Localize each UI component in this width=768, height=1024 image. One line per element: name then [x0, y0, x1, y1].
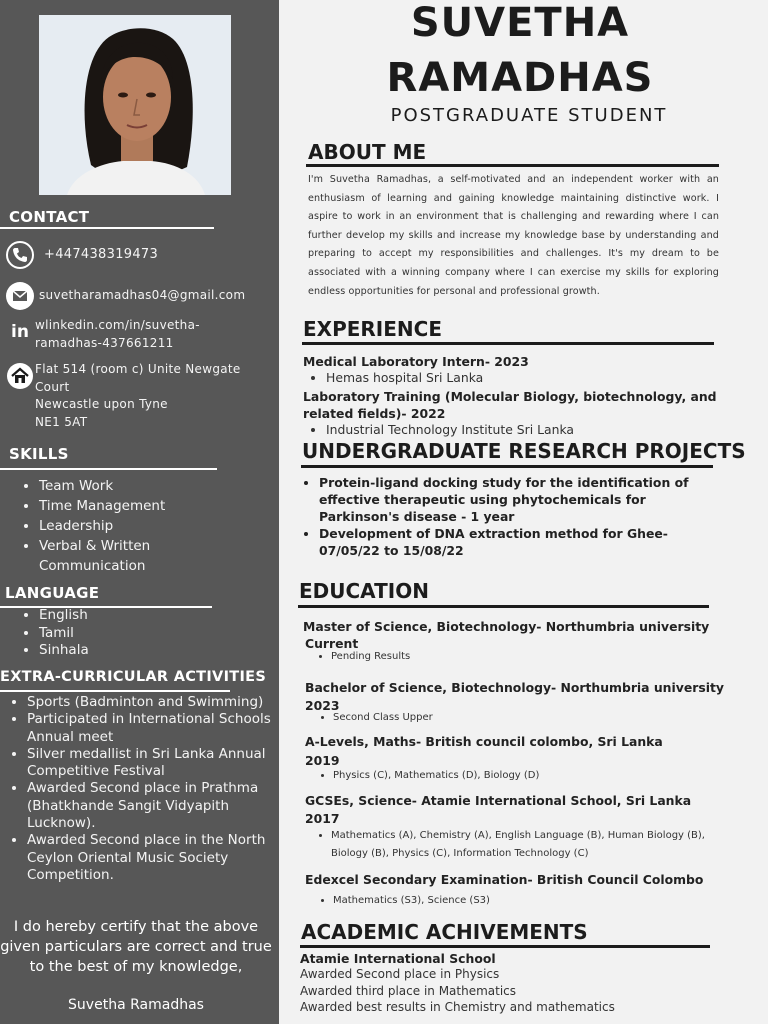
extra-curricular-divider [0, 690, 230, 692]
linkedin-url-line1: wlinkedin.com/in/suvetha- [35, 318, 200, 332]
education-detail-list [316, 709, 726, 727]
achievement-line: Awarded best results in Chemistry and mathematics [300, 1000, 615, 1014]
skills-heading: SKILLS [9, 445, 69, 463]
research-item: • Development of DNA extraction method for Ghee- 07/05/22 to 15/08/22 [319, 525, 723, 559]
extra-curricular-list [10, 694, 272, 884]
address-line-2: Court [35, 379, 70, 394]
skills-list [21, 476, 271, 576]
achievement-line: Awarded Second place in Physics [300, 967, 500, 981]
sidebar [0, 0, 279, 1024]
email-address[interactable]: suvetharamadhas04@gmail.com [39, 288, 246, 302]
profile-photo-illustration [39, 15, 231, 195]
language-list [21, 607, 221, 660]
education-detail-line: Biology (B), Physics (C), Information Technology (C) [331, 848, 589, 859]
job-detail-list [310, 370, 483, 386]
job-detail-list [310, 422, 574, 438]
education-heading: EDUCATION [299, 579, 429, 603]
skill-item: • Verbal & Written Communication [39, 536, 179, 576]
linkedin-icon: in [11, 322, 29, 342]
skills-divider [0, 468, 217, 470]
research-divider [301, 465, 713, 468]
research-item: • Protein-ligand docking study for the identification of effective therapeutic using phytochemicals for Parkinson's disease - 1 year [319, 474, 723, 525]
skill-item: • Team Work [39, 476, 271, 496]
education-detail: • Second Class Upper [333, 709, 726, 727]
job-place: • Hemas hospital Sri Lanka [326, 370, 483, 386]
education-detail: • Physics (C), Mathematics (D), Biology (D) [333, 767, 726, 785]
job-title-continued: related fields)- 2022 [303, 406, 446, 421]
education-year: Current [305, 636, 359, 651]
linkedin-url[interactable] [35, 317, 200, 352]
phone-icon [5, 240, 35, 270]
last-name: RAMADHAS [386, 55, 654, 101]
education-year: 2023 [305, 698, 340, 713]
education-detail-list [316, 892, 726, 910]
about-heading: ABOUT ME [308, 140, 427, 164]
first-name: SUVETHA [410, 0, 630, 46]
education-detail-line: Mathematics (A), Chemistry (A), English Language (B), Human Biology (B), [331, 830, 705, 841]
education-detail-list [316, 767, 726, 785]
extra-curricular-item: • Awarded Second place in the North Ceylon Oriental Music Society Competition. [27, 832, 272, 884]
phone-number[interactable]: +447438319473 [44, 247, 159, 262]
address-line-4: NE1 5AT [35, 414, 88, 429]
education-detail-list [314, 827, 734, 863]
certification-statement: I do hereby certify that the above given particulars are correct and true to the best of my knowledge, [0, 919, 272, 975]
job-role: POSTGRADUATE STUDENT [390, 105, 668, 126]
experience-divider [302, 342, 714, 345]
education-detail [331, 827, 734, 863]
education-year: 2019 [305, 753, 340, 768]
extra-curricular-item: • Silver medallist in Sri Lanka Annual Competitive Festival [27, 746, 272, 781]
language-heading: LANGUAGE [5, 584, 100, 602]
contact-divider [0, 227, 214, 229]
signature-name: Suvetha Ramadhas [68, 997, 204, 1013]
research-list [303, 474, 723, 559]
research-heading: UNDERGRADUATE RESEARCH PROJECTS [302, 439, 746, 463]
contact-linkedin [5, 317, 200, 352]
about-divider [306, 164, 719, 167]
address-line-1: Flat 514 (room c) Unite Newgate [35, 362, 241, 376]
skill-item: • Time Management [39, 496, 271, 516]
education-divider [298, 605, 709, 608]
language-item: • Tamil [39, 625, 221, 643]
extra-curricular-heading: EXTRA-CURRICULAR ACTIVITIES [0, 669, 267, 685]
achievements-divider [300, 945, 710, 948]
contact-address [5, 361, 241, 431]
education-detail: • Mathematics (S3), Science (S3) [333, 892, 726, 910]
job-title: Laboratory Training (Molecular Biology, biotechnology, and [303, 389, 717, 404]
achievement-line: Awarded third place in Mathematics [300, 984, 517, 998]
experience-heading: EXPERIENCE [303, 317, 442, 341]
extra-curricular-item: • Awarded Second place in Prathma (Bhatkhande Sangit Vidyapith Lucknow). [27, 780, 272, 832]
job-place: • Industrial Technology Institute Sri Lanka [326, 422, 574, 438]
home-icon [5, 361, 35, 391]
education-detail-list [314, 648, 724, 666]
contact-heading: CONTACT [9, 208, 90, 226]
education-year: 2017 [305, 811, 340, 826]
address [35, 361, 241, 431]
achievement-school: Atamie International School [300, 951, 496, 966]
job-title: Medical Laboratory Intern- 2023 [303, 354, 529, 369]
extra-curricular-item: • Sports (Badminton and Swimming) [27, 694, 272, 711]
education-title: A-Levels, Maths- British council colombo, Sri Lanka [305, 734, 663, 749]
linkedin-url-line2: ramadhas-437661211 [35, 335, 174, 350]
address-line-3: Newcastle upon Tyne [35, 397, 168, 411]
extra-curricular-item: • Participated in International Schools Annual meet [27, 711, 272, 746]
education-title: Master of Science, Biotechnology- Northumbria university [303, 619, 710, 634]
language-item: • Sinhala [39, 642, 221, 660]
achievements-heading: ACADEMIC ACHIVEMENTS [301, 920, 588, 944]
contact-email [5, 281, 245, 311]
contact-phone [5, 240, 158, 270]
education-detail: • Pending Results [331, 648, 724, 666]
education-title: GCSEs, Science- Atamie International School, Sri Lanka [305, 793, 692, 808]
education-title: Edexcel Secondary Examination- British Council Colombo [305, 872, 704, 887]
profile-photo [39, 15, 231, 195]
skill-item: • Leadership [39, 516, 271, 536]
email-icon [5, 281, 35, 311]
about-text: I'm Suvetha Ramadhas, a self-motivated and an independent worker with an enthusiasm of learning and gaining knowledge maintaining distinctive work. I aspire to work in an environment that is challenging and rewarding where I can further develop my skills and increase my knowledge base by understanding and preparing to accept my responsibilities and challenges. It's my dream to be associated with a winning company where I can exercise my skills for exploring endless opportunities for personal and professional growth. [308, 174, 719, 297]
education-title: Bachelor of Science, Biotechnology- Northumbria university [305, 680, 724, 695]
language-item: • English [39, 607, 221, 625]
